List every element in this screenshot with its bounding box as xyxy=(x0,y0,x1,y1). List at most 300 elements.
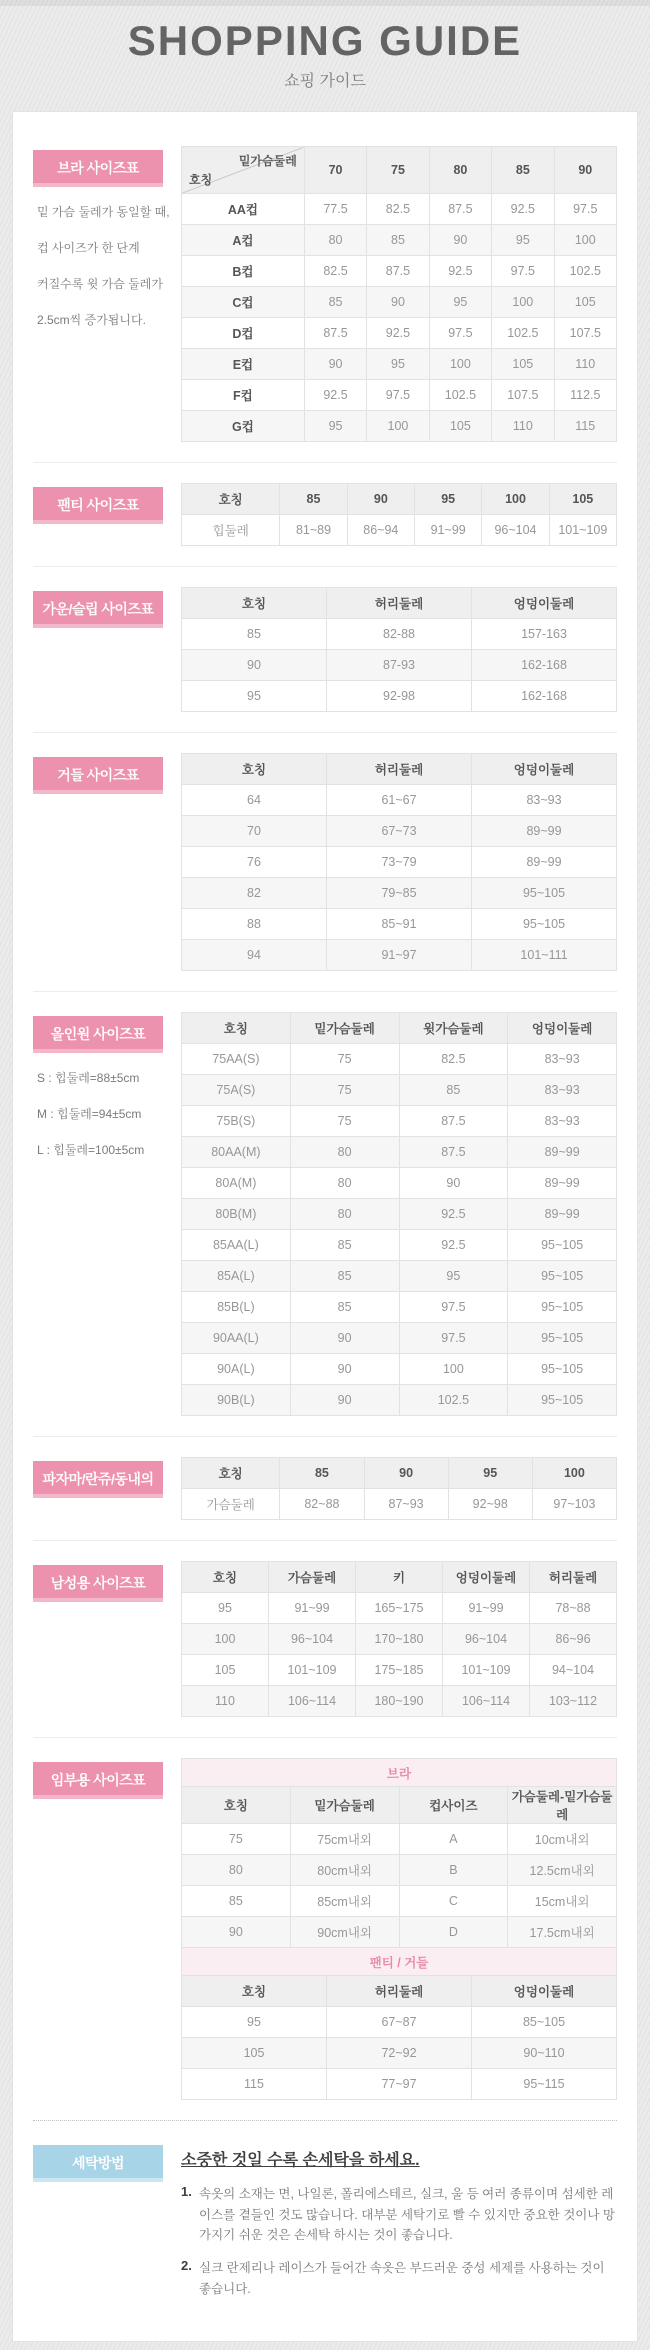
table-row xyxy=(182,2007,617,2038)
cell: 90 xyxy=(399,1168,508,1199)
cell: 90 xyxy=(182,1917,291,1948)
column-header: 90 xyxy=(347,484,414,515)
table-row xyxy=(182,878,617,909)
section-label-pajama: 파자마/란쥬/동내의 xyxy=(33,1461,163,1498)
cell: 97.5 xyxy=(399,1323,508,1354)
cell: 92~98 xyxy=(448,1489,532,1520)
cell: 80 xyxy=(290,1199,399,1230)
cell: 82~88 xyxy=(280,1489,364,1520)
cell: D컵 xyxy=(182,318,305,349)
bra-size-table xyxy=(181,146,617,442)
table-row xyxy=(182,1044,617,1075)
cell: 82.5 xyxy=(304,256,366,287)
table-band: 팬티 / 거들 xyxy=(182,1948,617,1976)
section-label-maternity: 임부용 사이즈표 xyxy=(33,1762,163,1799)
table-body xyxy=(182,2007,617,2100)
cell: 85AA(L) xyxy=(182,1230,291,1261)
washing-item-number: 2. xyxy=(181,2258,192,2274)
cell: 91~99 xyxy=(269,1593,356,1624)
cell: 105 xyxy=(182,2038,327,2069)
section-label-men: 남성용 사이즈표 xyxy=(33,1565,163,1602)
cell: 80B(M) xyxy=(182,1199,291,1230)
table-row xyxy=(182,349,617,380)
cell: 91~99 xyxy=(415,515,482,546)
column-header: 엉덩이둘레 xyxy=(472,754,617,785)
cell: 100 xyxy=(492,287,554,318)
content-card xyxy=(12,111,638,2342)
maternity-label-col xyxy=(33,1758,181,2100)
cell: 102.5 xyxy=(554,256,616,287)
cell: 힙둘레 xyxy=(182,515,280,546)
washing-content xyxy=(181,2141,617,2311)
table-header-row xyxy=(182,1976,617,2007)
section-allinone xyxy=(33,991,617,1436)
cell: 82-88 xyxy=(327,619,472,650)
cell: 90AA(L) xyxy=(182,1323,291,1354)
cell: 92.5 xyxy=(492,194,554,225)
cell: 175~185 xyxy=(356,1655,443,1686)
cell: 67~87 xyxy=(327,2007,472,2038)
table-head xyxy=(182,1759,617,1824)
table-header-row xyxy=(182,484,617,515)
cell: 100 xyxy=(429,349,491,380)
table-band-row xyxy=(182,1948,617,1976)
table-row xyxy=(182,1354,617,1385)
cell: AA컵 xyxy=(182,194,305,225)
column-header: 엉덩이둘레 xyxy=(472,1976,617,2007)
cell: 100 xyxy=(554,225,616,256)
column-header: 호칭 xyxy=(182,588,327,619)
men-tables xyxy=(181,1561,617,1717)
cell: 81~89 xyxy=(280,515,347,546)
cell: 85B(L) xyxy=(182,1292,291,1323)
cell: 85 xyxy=(182,619,327,650)
pajama-tables xyxy=(181,1457,617,1520)
column-header: 허리둘레 xyxy=(530,1562,617,1593)
table-row xyxy=(182,1489,617,1520)
table-head xyxy=(182,1948,617,2007)
cell: 110 xyxy=(182,1686,269,1717)
cell: 85 xyxy=(290,1230,399,1261)
table-row xyxy=(182,515,617,546)
cell: 162-168 xyxy=(472,650,617,681)
table-row xyxy=(182,847,617,878)
cell: 112.5 xyxy=(554,380,616,411)
table-row xyxy=(182,256,617,287)
allinone-label-col xyxy=(33,1012,181,1416)
cell: 85 xyxy=(290,1292,399,1323)
section-label-girdle: 거들 사이즈표 xyxy=(33,757,163,794)
cell: A컵 xyxy=(182,225,305,256)
column-header: 호칭 xyxy=(182,1013,291,1044)
maternity-size-table xyxy=(181,1947,617,2100)
cell: 106~114 xyxy=(443,1686,530,1717)
section-girdle xyxy=(33,732,617,991)
column-header: 80 xyxy=(429,147,491,194)
cell: 78~88 xyxy=(530,1593,617,1624)
cell: 77~97 xyxy=(327,2069,472,2100)
cell: 85 xyxy=(304,287,366,318)
column-header: 호칭 xyxy=(182,754,327,785)
cell: B컵 xyxy=(182,256,305,287)
cell: 90 xyxy=(182,650,327,681)
column-header: 가슴둘레-밑가슴둘레 xyxy=(508,1787,617,1824)
table-row xyxy=(182,619,617,650)
table-body xyxy=(182,1044,617,1416)
cell: 79~85 xyxy=(327,878,472,909)
table-row xyxy=(182,909,617,940)
panty-tables xyxy=(181,483,617,546)
column-header: 허리둘레 xyxy=(327,588,472,619)
cell: 87.5 xyxy=(399,1106,508,1137)
column-header: 90 xyxy=(554,147,616,194)
bra-note: 밑 가슴 둘레가 동일할 때, xyxy=(37,205,170,220)
column-header: 호칭 xyxy=(182,484,280,515)
section-label-gown: 가운/슬립 사이즈표 xyxy=(33,591,163,628)
cell: A xyxy=(399,1824,508,1855)
cell: 106~114 xyxy=(269,1686,356,1717)
cell: 88 xyxy=(182,909,327,940)
cell: 92.5 xyxy=(429,256,491,287)
cell: 90 xyxy=(290,1385,399,1416)
cell: 87.5 xyxy=(399,1137,508,1168)
cell: 97.5 xyxy=(429,318,491,349)
cell: 87~93 xyxy=(364,1489,448,1520)
cell: 83~93 xyxy=(472,785,617,816)
column-header: 85 xyxy=(492,147,554,194)
allinone-size-table xyxy=(181,1012,617,1416)
table-row xyxy=(182,785,617,816)
column-header: 키 xyxy=(356,1562,443,1593)
table-row xyxy=(182,318,617,349)
table-row xyxy=(182,1261,617,1292)
cell: 86~96 xyxy=(530,1624,617,1655)
cell: 83~93 xyxy=(508,1106,617,1137)
table-row xyxy=(182,1292,617,1323)
panty-label-col xyxy=(33,483,181,546)
table-row xyxy=(182,1917,617,1948)
cell: 80 xyxy=(182,1855,291,1886)
cell: 75 xyxy=(290,1044,399,1075)
cell: 85cm내외 xyxy=(290,1886,399,1917)
cell: 95~105 xyxy=(508,1292,617,1323)
table-row xyxy=(182,1655,617,1686)
cell: 101~109 xyxy=(269,1655,356,1686)
cell: 17.5cm내외 xyxy=(508,1917,617,1948)
cell: 95~105 xyxy=(472,909,617,940)
cell: 100 xyxy=(182,1624,269,1655)
cell: 85 xyxy=(367,225,429,256)
cell: 95~105 xyxy=(472,878,617,909)
cell: 90 xyxy=(290,1354,399,1385)
column-header: 허리둘레 xyxy=(327,754,472,785)
page-title: SHOPPING GUIDE xyxy=(127,17,523,64)
cell: 75A(S) xyxy=(182,1075,291,1106)
table-head xyxy=(182,588,617,619)
cell: 80 xyxy=(304,225,366,256)
column-header: 엉덩이둘레 xyxy=(472,588,617,619)
section-label-bra: 브라 사이즈표 xyxy=(33,150,163,187)
cell: B xyxy=(399,1855,508,1886)
table-head xyxy=(182,1013,617,1044)
section-maternity xyxy=(33,1737,617,2120)
cell: 90 xyxy=(429,225,491,256)
cell: 76 xyxy=(182,847,327,878)
cell: 102.5 xyxy=(399,1385,508,1416)
column-header: 70 xyxy=(304,147,366,194)
cell: 102.5 xyxy=(492,318,554,349)
cell: 105 xyxy=(554,287,616,318)
cell: G컵 xyxy=(182,411,305,442)
cell: 95 xyxy=(367,349,429,380)
cell: 94 xyxy=(182,940,327,971)
cell: 75AA(S) xyxy=(182,1044,291,1075)
cell: 83~93 xyxy=(508,1075,617,1106)
cell: 89~99 xyxy=(508,1168,617,1199)
cell: 90 xyxy=(304,349,366,380)
column-header: 75 xyxy=(367,147,429,194)
table-row xyxy=(182,2069,617,2100)
column-header: 엉덩이둘레 xyxy=(508,1013,617,1044)
table-body xyxy=(182,785,617,971)
cell: 95~105 xyxy=(508,1230,617,1261)
cell: 80AA(M) xyxy=(182,1137,291,1168)
cell: 91~97 xyxy=(327,940,472,971)
cell: C xyxy=(399,1886,508,1917)
table-row xyxy=(182,194,617,225)
size-tables-container xyxy=(33,126,617,2120)
cell: 77.5 xyxy=(304,194,366,225)
cell: 89~99 xyxy=(472,816,617,847)
cell: 105 xyxy=(182,1655,269,1686)
table-row xyxy=(182,1106,617,1137)
column-header: 95 xyxy=(448,1458,532,1489)
girdle-tables xyxy=(181,753,617,971)
washing-heading: 소중한 것일 수록 손세탁을 하세요. xyxy=(181,2152,420,2170)
washing-item-text: 속옷의 소재는 면, 나일론, 폴리에스테르, 실크, 울 등 여러 종류이며 섬세한 레이스를 곁들인 것도 많습니다. 대부분 세탁기로 빨 수 있지만 중요한 것이나 망가지기 쉬운 것은 손세탁 하시는 것이 좋습니다. xyxy=(199,2187,616,2243)
cell: 85~105 xyxy=(472,2007,617,2038)
girdle-size-table xyxy=(181,753,617,971)
gown-size-table xyxy=(181,587,617,712)
table-header-row xyxy=(182,147,617,194)
cell: 115 xyxy=(554,411,616,442)
cell: 15cm내외 xyxy=(508,1886,617,1917)
cell: E컵 xyxy=(182,349,305,380)
table-row xyxy=(182,1323,617,1354)
section-gown xyxy=(33,566,617,732)
cell: 90~110 xyxy=(472,2038,617,2069)
cell: 100 xyxy=(367,411,429,442)
table-body xyxy=(182,1593,617,1717)
allinone-note: S : 힙둘레=88±5cm xyxy=(37,1071,140,1086)
table-body xyxy=(182,515,617,546)
cell: 107.5 xyxy=(492,380,554,411)
cell: 157-163 xyxy=(472,619,617,650)
cell: 96~104 xyxy=(269,1624,356,1655)
cell: 61~67 xyxy=(327,785,472,816)
cell: 95 xyxy=(492,225,554,256)
cell: 75 xyxy=(290,1106,399,1137)
allinone-note: M : 힙둘레=94±5cm xyxy=(37,1106,142,1121)
table-head xyxy=(182,754,617,785)
cell: 85 xyxy=(182,1886,291,1917)
section-men xyxy=(33,1540,617,1737)
cell: 95 xyxy=(429,287,491,318)
pajama-label-col xyxy=(33,1457,181,1520)
table-row xyxy=(182,1168,617,1199)
cell: 94~104 xyxy=(530,1655,617,1686)
table-head xyxy=(182,1458,617,1489)
cell: 89~99 xyxy=(508,1137,617,1168)
column-header: 밑가슴둘레 xyxy=(290,1787,399,1824)
panty-size-table xyxy=(181,483,617,546)
cell: 90 xyxy=(367,287,429,318)
cell: 92.5 xyxy=(399,1230,508,1261)
cell: 89~99 xyxy=(472,847,617,878)
washing-item xyxy=(181,2184,617,2246)
cell: 85A(L) xyxy=(182,1261,291,1292)
column-header: 85 xyxy=(280,484,347,515)
cell: 80 xyxy=(290,1137,399,1168)
cell: 12.5cm내외 xyxy=(508,1855,617,1886)
table-band: 브라 xyxy=(182,1759,617,1787)
diagonal-bottom-label: 호칭 xyxy=(189,173,213,188)
men-label-col xyxy=(33,1561,181,1717)
cell: 95 xyxy=(182,2007,327,2038)
cell: 87.5 xyxy=(304,318,366,349)
cell: 85 xyxy=(290,1261,399,1292)
cell: D xyxy=(399,1917,508,1948)
table-row xyxy=(182,1199,617,1230)
cell: 75 xyxy=(290,1075,399,1106)
page-subtitle: 쇼핑 가이드 xyxy=(284,73,366,91)
table-row xyxy=(182,681,617,712)
table-row xyxy=(182,1624,617,1655)
cell: 110 xyxy=(554,349,616,380)
bra-note: 2.5cm씩 증가됩니다. xyxy=(37,312,146,327)
gown-tables xyxy=(181,587,617,712)
cell: 102.5 xyxy=(429,380,491,411)
table-row xyxy=(182,650,617,681)
cell: 72~92 xyxy=(327,2038,472,2069)
cell: 80cm내외 xyxy=(290,1855,399,1886)
cell: 97.5 xyxy=(492,256,554,287)
cell: 82 xyxy=(182,878,327,909)
cell: 67~73 xyxy=(327,816,472,847)
cell: 101~111 xyxy=(472,940,617,971)
cell: 90 xyxy=(290,1323,399,1354)
washing-item-text: 실크 란제리나 레이스가 들어간 속옷은 부드러운 중성 세제를 사용하는 것이 좋습니다. xyxy=(199,2261,605,2296)
cell: 92.5 xyxy=(367,318,429,349)
cell: 90B(L) xyxy=(182,1385,291,1416)
cell: 75 xyxy=(182,1824,291,1855)
cell: 92.5 xyxy=(304,380,366,411)
column-header: 호칭 xyxy=(182,1562,269,1593)
bra-label-col xyxy=(33,146,181,442)
section-label-washing: 세탁방법 xyxy=(33,2145,163,2182)
cell: F컵 xyxy=(182,380,305,411)
cell: 86~94 xyxy=(347,515,414,546)
cell: 96~104 xyxy=(482,515,549,546)
cell: 100 xyxy=(399,1354,508,1385)
cell: 64 xyxy=(182,785,327,816)
table-row xyxy=(182,1686,617,1717)
cell: 90cm내외 xyxy=(290,1917,399,1948)
gown-label-col xyxy=(33,587,181,712)
cell: 75B(S) xyxy=(182,1106,291,1137)
cell: 95~105 xyxy=(508,1354,617,1385)
cell: 101~109 xyxy=(549,515,616,546)
cell: 83~93 xyxy=(508,1044,617,1075)
maternity-size-table xyxy=(181,1758,617,1948)
cell: 92-98 xyxy=(327,681,472,712)
column-header: 호칭 xyxy=(182,1787,291,1824)
column-header: 밑가슴둘레 xyxy=(290,1013,399,1044)
table-band-row xyxy=(182,1759,617,1787)
table-header-row xyxy=(182,588,617,619)
cell: 97~103 xyxy=(532,1489,616,1520)
table-head xyxy=(182,147,617,194)
cell: 95~105 xyxy=(508,1261,617,1292)
table-row xyxy=(182,1855,617,1886)
column-header: 허리둘레 xyxy=(327,1976,472,2007)
washing-item xyxy=(181,2258,617,2299)
table-body xyxy=(182,619,617,712)
cell: 170~180 xyxy=(356,1624,443,1655)
cell: 115 xyxy=(182,2069,327,2100)
cell: 97.5 xyxy=(399,1292,508,1323)
column-header: 가슴둘레 xyxy=(269,1562,356,1593)
column-header: 윗가슴둘레 xyxy=(399,1013,508,1044)
cell: 73~79 xyxy=(327,847,472,878)
column-header: 엉덩이둘레 xyxy=(443,1562,530,1593)
cell: 96~104 xyxy=(443,1624,530,1655)
cell: 95 xyxy=(399,1261,508,1292)
cell: 105 xyxy=(492,349,554,380)
pajama-size-table xyxy=(181,1457,617,1520)
section-label-allinone: 올인원 사이즈표 xyxy=(33,1016,163,1053)
maternity-tables xyxy=(181,1758,617,2100)
table-row xyxy=(182,1075,617,1106)
bra-tables xyxy=(181,146,617,442)
cell: 70 xyxy=(182,816,327,847)
section-pajama xyxy=(33,1436,617,1540)
section-label-panty: 팬티 사이즈표 xyxy=(33,487,163,524)
section-bra xyxy=(33,126,617,462)
table-body xyxy=(182,1489,617,1520)
washing-item-number: 1. xyxy=(181,2184,192,2200)
table-row xyxy=(182,411,617,442)
diagonal-top-label: 밑가슴둘레 xyxy=(238,154,297,169)
column-header: 100 xyxy=(532,1458,616,1489)
allinone-tables xyxy=(181,1012,617,1416)
cell: 103~112 xyxy=(530,1686,617,1717)
page-header xyxy=(0,6,650,111)
cell: 110 xyxy=(492,411,554,442)
table-row xyxy=(182,225,617,256)
cell: 92.5 xyxy=(399,1199,508,1230)
table-header-row xyxy=(182,754,617,785)
table-row xyxy=(182,1593,617,1624)
cell: 162-168 xyxy=(472,681,617,712)
cell: 95 xyxy=(182,1593,269,1624)
column-header: 105 xyxy=(549,484,616,515)
table-row xyxy=(182,1385,617,1416)
cell: C컵 xyxy=(182,287,305,318)
cell: 101~109 xyxy=(443,1655,530,1686)
column-header: 85 xyxy=(280,1458,364,1489)
girdle-label-col xyxy=(33,753,181,971)
